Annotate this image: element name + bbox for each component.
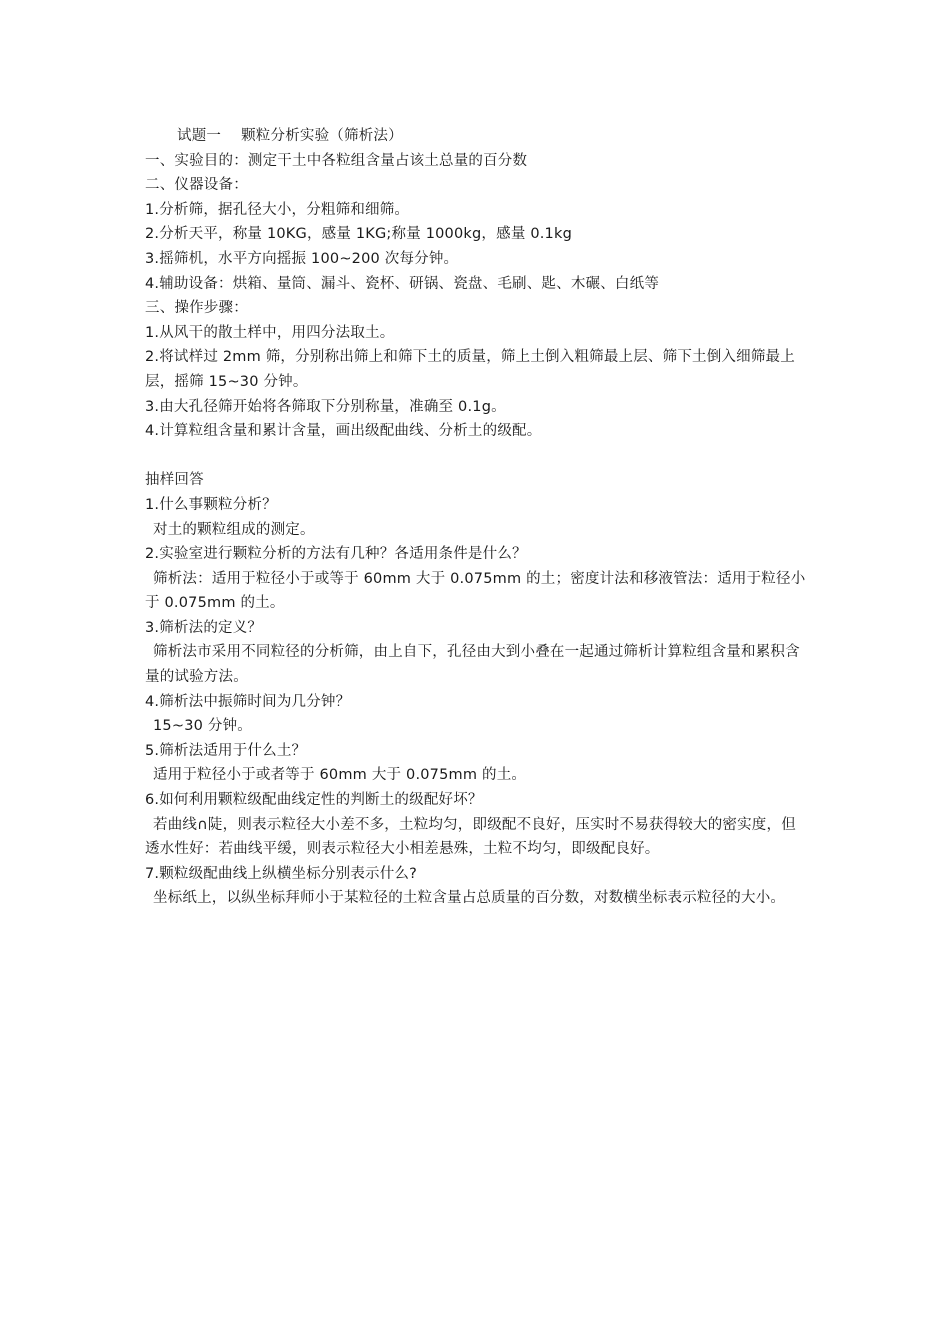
qa-heading: 抽样回答 (145, 472, 204, 489)
steps-heading: 三、操作步骤： (145, 300, 248, 317)
question: 1.什么事颗粒分析？ (145, 496, 277, 513)
document-title (145, 124, 807, 149)
equipment-item: 3.摇筛机，水平方向摇振 100~200 次每分钟。 (145, 250, 459, 267)
title-part1: 试题一 (177, 128, 222, 144)
equipment-heading: 二、仪器设备： (145, 177, 248, 194)
step-item: 3.由大孔径筛开始将各筛取下分别称量，准确至 0.1g。 (145, 398, 506, 415)
document-page (145, 124, 807, 911)
answer: 筛析法市采用不同粒径的分析筛，由上自下，孔径由大到小叠在一起通过筛析计算粒组含量和累积含量的试验方法。 (145, 644, 800, 686)
question: 5.筛析法适用于什么土？ (145, 742, 307, 759)
equipment-item: 1.分析筛，据孔径大小，分粗筛和细筛。 (145, 201, 410, 218)
question: 2.实验室进行颗粒分析的方法有几种？各适用条件是什么？ (145, 546, 527, 563)
answer: 筛析法：适用于粒径小于或等于 60mm 大于 0.075mm 的土；密度计法和移液管法：适用于粒径小于 0.075mm 的土。 (145, 570, 806, 612)
step-item: 1.从风干的散土样中，用四分法取土。 (145, 324, 395, 341)
title-part2: 颗粒分析实验（筛析法） (241, 128, 403, 144)
step-item: 2.将试样过 2mm 筛，分别称出筛上和筛下土的质量，筛上土倒入粗筛最上层、筛下土倒入细筛最上层，摇筛 15~30 分钟。 (145, 349, 795, 390)
equipment-item: 4.辅助设备：烘箱、量筒、漏斗、瓷杯、研锅、瓷盘、毛刷、匙、木碾、白纸等 (145, 275, 660, 292)
blank-line (145, 444, 807, 469)
purpose-line: 一、实验目的：测定干土中各粒组含量占该土总量的百分数 (145, 152, 528, 169)
answer: 对土的颗粒组成的测定。 (153, 521, 315, 538)
answer: 15~30 分钟。 (153, 718, 252, 735)
question: 3.筛析法的定义？ (145, 619, 263, 636)
question: 7.颗粒级配曲线上纵横坐标分别表示什么? (145, 865, 418, 882)
question: 6.如何利用颗粒级配曲线定性的判断土的级配好坏？ (145, 792, 483, 809)
answer: 适用于粒径小于或者等于 60mm 大于 0.075mm 的土。 (153, 767, 527, 784)
answer: 若曲线∩陡，则表示粒径大小差不多，土粒均匀，即级配不良好，压实时不易获得较大的密实度，但透水性好：若曲线平缓，则表示粒径大小相差悬殊，土粒不均匀，即级配良好。 (145, 816, 796, 858)
answer: 坐标纸上，以纵坐标拜师小于某粒径的土粒含量占总质量的百分数，对数横坐标表示粒径的大小。 (153, 890, 786, 907)
question: 4.筛析法中振筛时间为几分钟？ (145, 693, 351, 710)
equipment-item: 2.分析天平，称量 10KG，感量 1KG;称量 1000kg，感量 0.1kg (145, 226, 572, 243)
step-item: 4.计算粒组含量和累计含量，画出级配曲线、分析土的级配。 (145, 423, 542, 440)
